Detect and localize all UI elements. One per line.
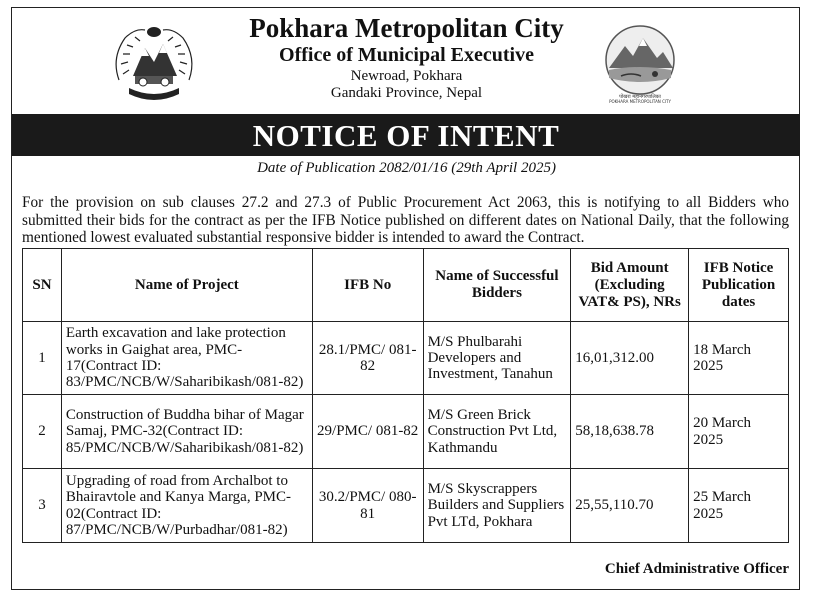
header-project: Name of Project [61, 249, 312, 322]
cell-date: 18 March 2025 [689, 322, 789, 395]
table-header-row [23, 249, 789, 322]
bids-table [22, 248, 789, 543]
header-bidder: Name of Successful Bidders [423, 249, 571, 322]
cell-bidder: M/S Phulbarahi Developers and Investment, Tanahun [423, 322, 571, 395]
svg-text:POKHARA METROPOLITAN CITY: POKHARA METROPOLITAN CITY [609, 99, 671, 104]
cell-date: 25 March 2025 [689, 469, 789, 543]
table-row [23, 469, 789, 543]
header-amount: Bid Amount (Excluding VAT& PS), NRs [571, 249, 689, 322]
cell-sn: 2 [23, 395, 62, 469]
header-ifb: IFB No [312, 249, 423, 322]
intro-paragraph: For the provision on sub clauses 27.2 and 27.3 of Public Procurement Act 2063, this is notifying to all Bidders who submitted their bids for the contract as per the IFB Notice published on different dates on National Daily, that the following mentioned lowest evaluated substantial responsive bidder is intended to award the Contract. [22, 194, 789, 247]
header-date: IFB Notice Publication dates [689, 249, 789, 322]
cell-bidder: M/S Skyscrappers Builders and Suppliers Pvt LTd, Pokhara [423, 469, 571, 543]
letterhead [0, 0, 813, 112]
cell-project: Earth excavation and lake protection works in Gaighat area, PMC-17(Contract ID: 83/PMC/NCB/W/Saharibikash/081-82) [61, 322, 312, 395]
cell-sn: 3 [23, 469, 62, 543]
cell-date: 20 March 2025 [689, 395, 789, 469]
cell-sn: 1 [23, 322, 62, 395]
address-line-2: Gandaki Province, Nepal [330, 85, 483, 101]
svg-text:पोखरा महानगरपालिका: पोखरा महानगरपालिका [619, 94, 661, 100]
cell-ifb: 28.1/PMC/ 081-82 [312, 322, 423, 395]
cell-ifb: 30.2/PMC/ 080-81 [312, 469, 423, 543]
notice-title: NOTICE OF INTENT [12, 114, 800, 156]
table-row [23, 395, 789, 469]
cell-amount: 58,18,638.78 [571, 395, 689, 469]
signature-title: Chief Administrative Officer [604, 561, 789, 577]
cell-ifb: 29/PMC/ 081-82 [312, 395, 423, 469]
cell-bidder: M/S Green Brick Construction Pvt Ltd, Kathmandu [423, 395, 571, 469]
publication-date: Date of Publication 2082/01/16 (29th April 2025) [257, 160, 556, 176]
office-name: Office of Municipal Executive [279, 44, 534, 66]
cell-amount: 16,01,312.00 [571, 322, 689, 395]
cell-project: Upgrading of road from Archalbot to Bhairavtole and Kanya Marga, PMC-02(Contract ID: 87/PMC/NCB/W/Purbadhar/081-82) [61, 469, 312, 543]
table-row [23, 322, 789, 395]
header-sn: SN [23, 249, 62, 322]
pokhara-logo-icon [597, 24, 683, 104]
org-name: Pokhara Metropolitan City [249, 13, 564, 43]
cell-amount: 25,55,110.70 [571, 469, 689, 543]
cell-project: Construction of Buddha bihar of Magar Samaj, PMC-32(Contract ID: 85/PMC/NCB/W/Saharibikash/081-82) [61, 395, 312, 469]
address-line-1: Newroad, Pokhara [350, 68, 463, 84]
